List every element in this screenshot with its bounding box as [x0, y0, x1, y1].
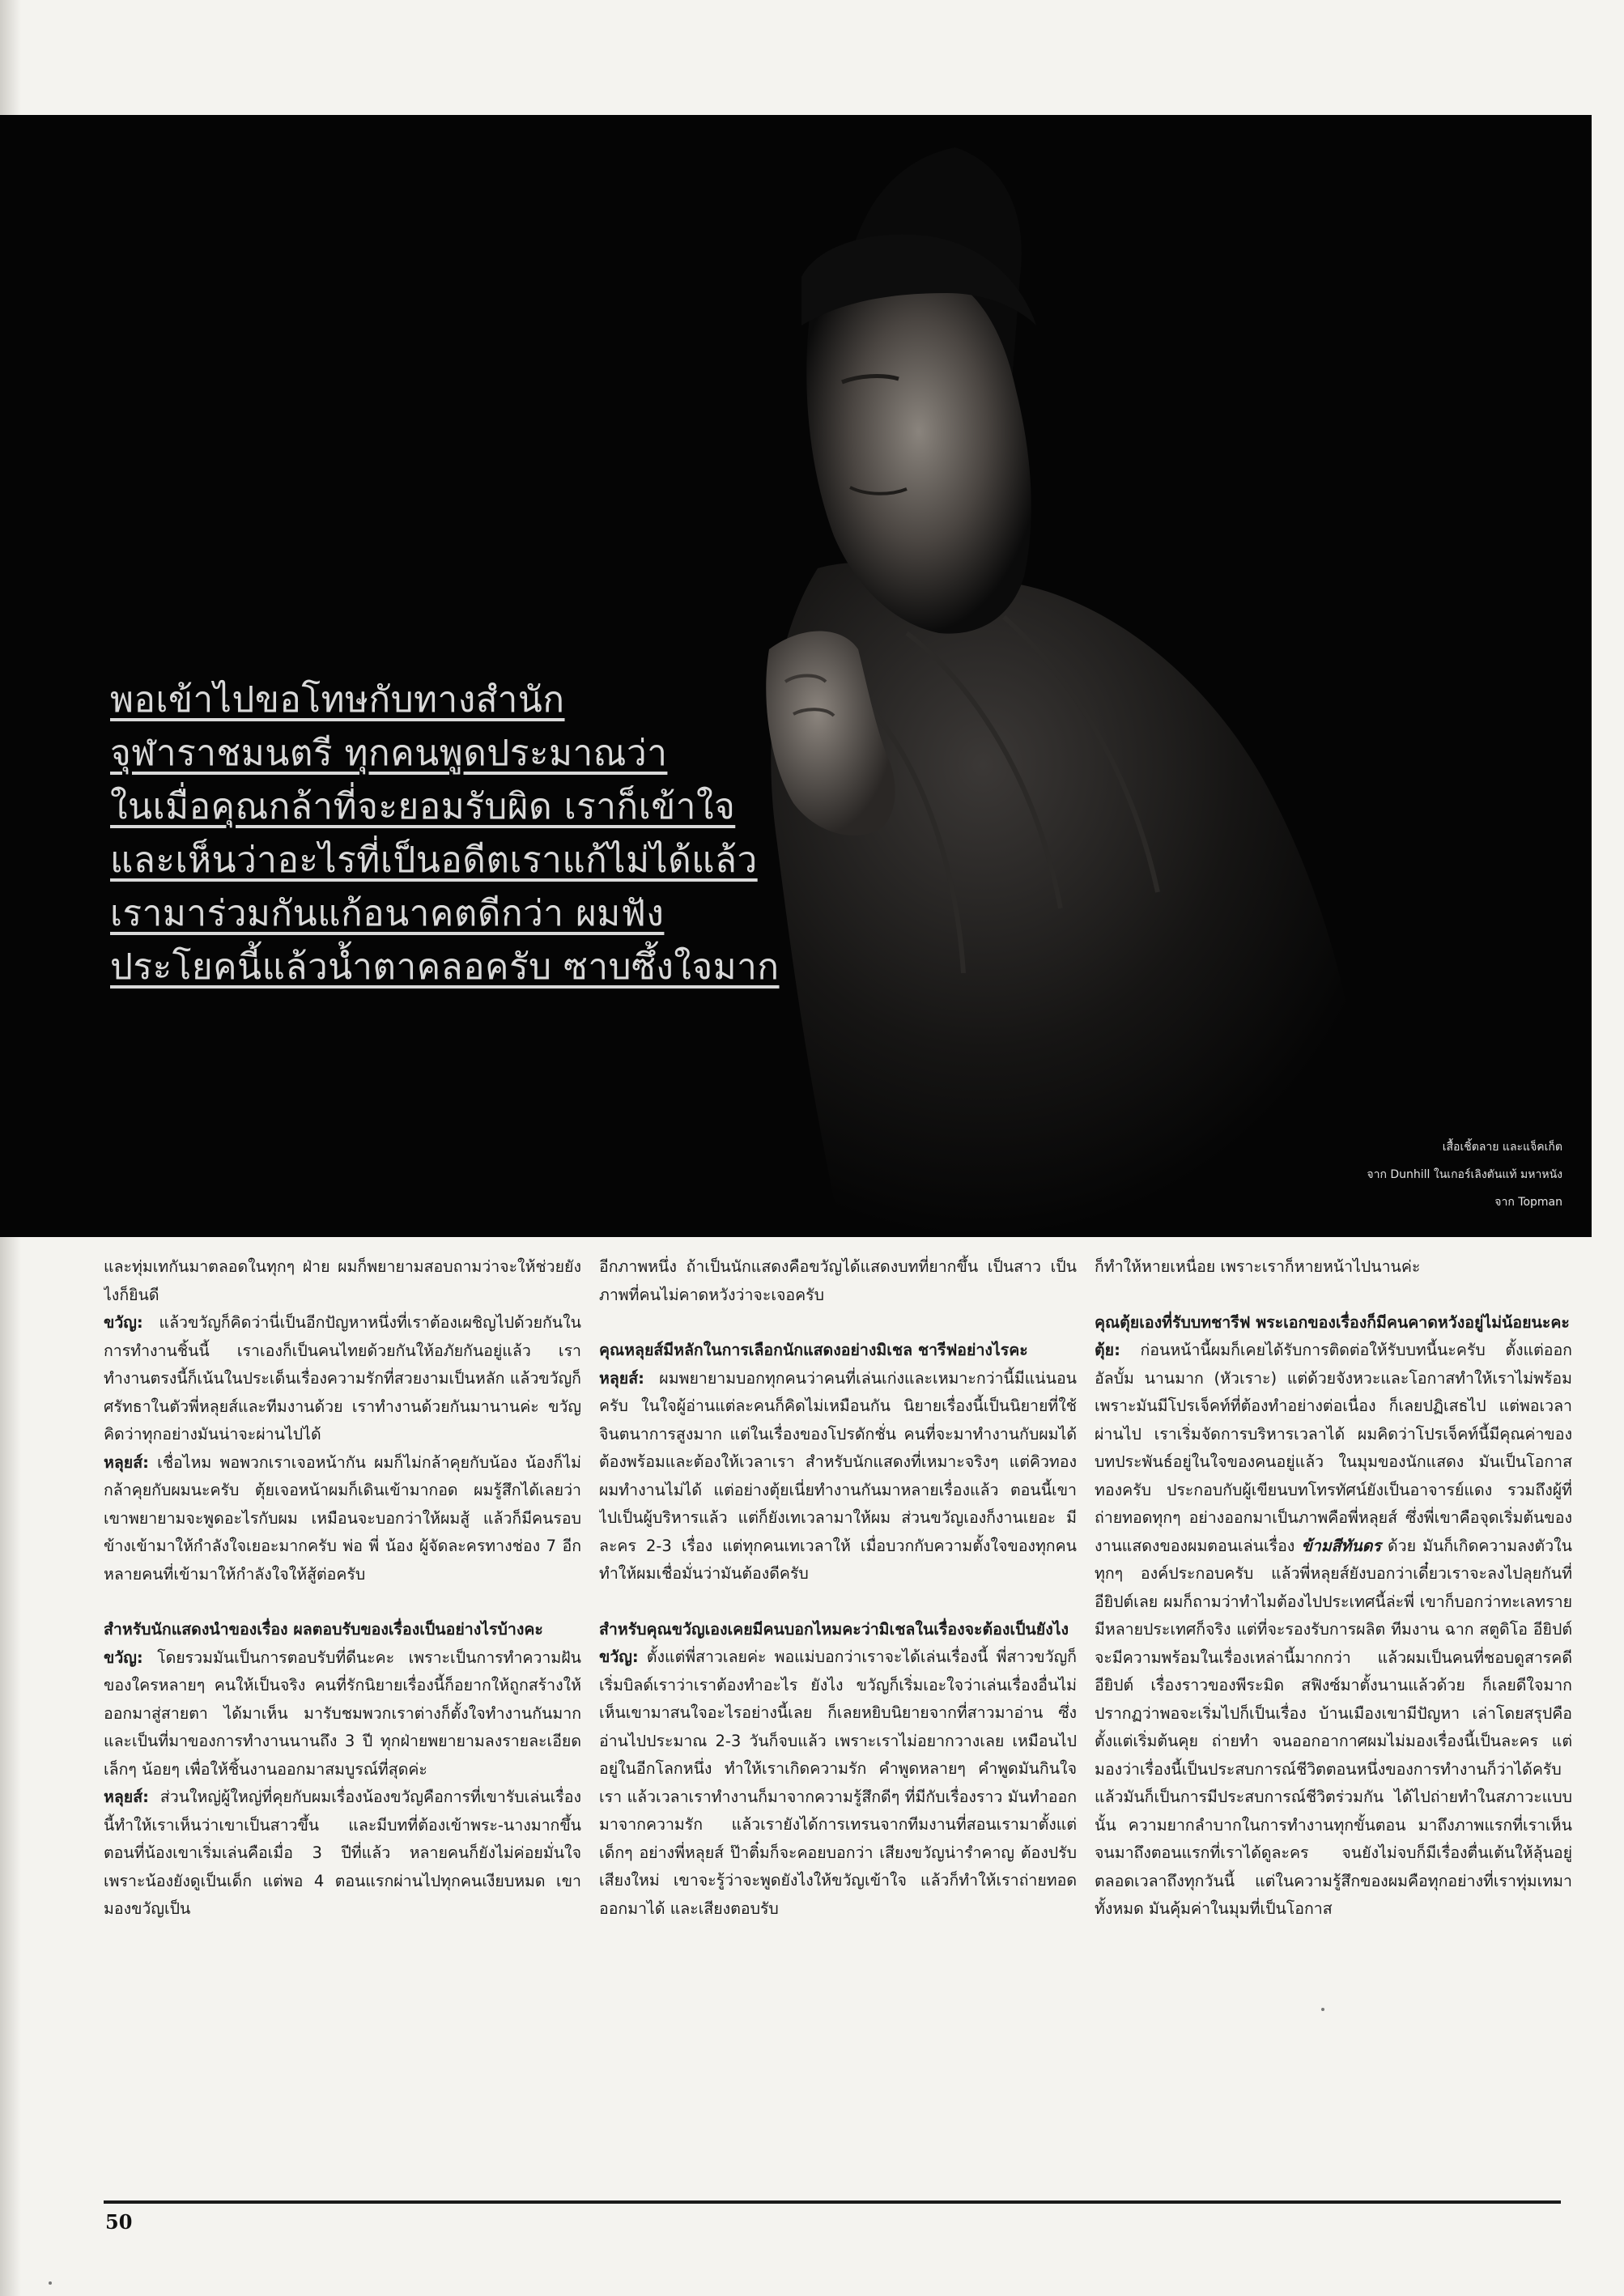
credit-line: จาก Dunhill ในเกอร์เลิงตันแท้ มหาหนัง: [1367, 1168, 1562, 1181]
credit-line: เสื้อเชิ้ตลาย และแจ็คเก็ต: [1442, 1141, 1562, 1154]
paragraph: [599, 1643, 1077, 1923]
paragraph: ก็ทำให้หายเหนื่อย เพราะเราก็หายหน้าไปนานค่ะ: [1095, 1257, 1421, 1276]
credit-line: จาก Topman: [1494, 1196, 1562, 1209]
interview-question: คุณหลุยส์มีหลักในการเลือกนักแสดงอย่างมิเชล ชารีฟอย่างไรคะ: [599, 1341, 1028, 1359]
speaker-label: ขวัญ:: [104, 1648, 143, 1667]
show-title: ข้ามสีทันดร: [1301, 1536, 1381, 1555]
article-body: [104, 1253, 1572, 2192]
paragraph-text: ตั้งแต่พี่สาวเลยค่ะ พอแม่บอกว่าเราจะได้เล่นเรื่องนี้ พี่สาวขวัญก็เริ่มบิลด์เราว่าเราต้องทำอะไร ยังไง ขวัญก็เริ่มเอะใจว่าเล่นเรื่องอื่นไม่เห็นเขามาสนใจอะไรอย่างนี้เลย ก็เลยหยิบนิยายจากที่สาวมาอ่าน ซึ่งอ่านไปประมาณ 2-3 วันก็จบแล้ว เพราะเราไม่อยากวางเลย เหมือนไปอยู่ในอีกโลกหนึ่ง ทำให้เราเกิดความรัก คำพูดหลายๆ คำพูดมันกินใจเรา แล้วเวลาเราทำงานก็มาจากความรู้สึกดีๆ ที่มีกับเรื่องราว มันทำออกมาจากความรัก แล้วเรายังได้การเทรนจากทีมงานที่สอนเรามาตั้งแต่เด็กๆ อย่างพี่หลุยส์ ป๊าติ๋มก็จะคอยบอกว่า เสียงขวัญน่ารำคาญ ต้องปรับเสียงใหม่ เขาจะรู้ว่าจะพูดยังไงให้ขวัญเข้าใจ แล้วก็ทำให้เราถ่ายทอดออกมาได้ และเสียงตอบรับ: [599, 1648, 1077, 1918]
interview-question: สำหรับนักแสดงนำของเรื่อง ผลตอบรับของเรื่องเป็นอย่างไรบ้างคะ: [104, 1620, 543, 1639]
paragraph-text: ส่วนใหญ่ผู้ใหญ่ที่คุยกับผมเรื่องน้องขวัญคือการที่เขารับเล่นเรื่องนี้ทำให้เราเห็นว่าเขาเป็นสาวขึ้น และมีบทที่ต้องเข้าพระ-นางมากขึ้น ตอนที่น้องเขาเริ่มเล่นคือเมื่อ 3 ปีที่แล้ว หลายคนก็ยังไม่ค่อยมั่นใจ เพราะน้องยังดูเป็นเด็ก แต่พอ 4 ตอนแรกผ่านไปทุกคนเงียบหมด เขามองขวัญเป็น: [104, 1788, 581, 1918]
speaker-label: ตุ้ย:: [1095, 1341, 1120, 1359]
speaker-label: หลุยส์:: [104, 1452, 149, 1472]
paragraph-text: แล้วขวัญก็คิดว่านี่เป็นอีกปัญหาหนึ่งที่เราต้องเผชิญไปด้วยกันในการทำงานชิ้นนี้ เราเองก็เป็นคนไทยด้วยกันให้อภัยกันอยู่แล้ว เราทำงานตรงนี้ก็เน้นในประเด็นเรื่องความรักที่สวยงามเป็นหลัก แล้วขวัญก็ศรัทธาในตัวพี่หลุยส์และทีมงานด้วย เราทำงานด้วยกันมานานค่ะ ขวัญคิดว่าทุกอย่างมันน่าจะผ่านไปได้: [104, 1313, 581, 1444]
footer-rule: [104, 2200, 1561, 2204]
paragraph: และทุ่มเทกันมาตลอดในทุกๆ ฝ่าย ผมก็พยายามสอบถามว่าจะให้ช่วยยังไงก็ยินดี: [104, 1257, 581, 1304]
paragraph: [104, 1644, 581, 1784]
paragraph-text: ก่อนหน้านี้ผมก็เคยได้รับการติดต่อให้รับบทนี้นะครับ ตั้งแต่ออกอัลบั้ม นานมาก (หัวเราะ) แต่ด้วยจังหวะและโอกาสทำให้เราไม่พร้อม เพราะมันมีโปรเจ็คท์ที่ต้องทำอย่างต่อเนื่อง ก็เลยปฏิเสธไป แต่พอเวลาผ่านไป เราเริ่มจัดการบริหารเวลาได้ ผมคิดว่าโปรเจ็คท์นี้มีคุณค่าของบทประพันธ์อยู่ในใจของคนอยู่แล้ว ในมุมของนักแสดง มันเป็นโอกาสทองครับ ประกอบกับผู้เขียนบทโทรทัศน์ยังเป็นอาจารย์แดง รวมถึงผู้ที่ถ่ายทอดทุกๆ อย่างออกมาเป็นภาพคือพี่หลุยส์ ซึ่งพี่เขาคือจุดเริ่มต้นของงานแสดงของผมตอนเล่นเรื่อง: [1095, 1341, 1572, 1555]
speaker-label: หลุยส์:: [599, 1368, 644, 1388]
paragraph: [104, 1309, 581, 1449]
paragraph-text: โดยรวมมันเป็นการตอบรับที่ดีนะคะ เพราะเป็นการทำความฝันของใครหลายๆ คนให้เป็นจริง คนที่รักนิยายเรื่องนี้ก็อยากให้ถูกสร้างให้ออกมาสู่สายตา ได้มาเห็น มารับชมพวกเราต่างก็ตั้งใจทำงานกันมาก และเป็นที่มาของการทำงานนานถึง 3 ปี ทุกฝ่ายพยายามลงรายละเอียดเล็กๆ น้อยๆ เพื่อให้ชิ้นงานออกมาสมบูรณ์ที่สุดค่ะ: [104, 1648, 581, 1779]
paragraph-text: ผมพยายามบอกทุกคนว่าคนที่เล่นเก่งและเหมาะกว่านี้มีแน่นอนครับ ในใจผู้อ่านแต่ละคนก็คิดไม่เหมือนกัน นิยายเรื่องนี้เป็นนิยายที่ใช้จินตนาการสูงมาก แต่ในเรื่องของโปรดักชั่น คนที่จะมาทำงานกับผมได้ต้องพร้อมและต้องให้เวลาเรา สำหรับนักแสดงที่เหมาะจริงๆ แต่คิวทอง ผมทำงานไม่ได้ แต่อย่างตุ้ยเนี่ยทำงานกันมาหลายเรื่องแล้ว ตอนนี้เขาไปเป็นผู้บริหารแล้ว แต่ก็ยังเทเวลามาให้ผม ส่วนขวัญเองก็งานเยอะ มีละคร 2-3 เรื่อง แต่ทุกคนเทเวลาให้ เมื่อบวกกับความตั้งใจของทุกคน ทำให้ผมเชื่อมั่นว่ามันต้องดีครับ: [599, 1368, 1077, 1583]
scan-speck: [49, 2281, 52, 2285]
pull-quote-line: และเห็นว่าอะไรที่เป็นอดีตเราแก้ไม่ได้แล้ว: [110, 840, 758, 881]
page-number: 50: [105, 2210, 133, 2234]
hero-photo: [0, 115, 1592, 1237]
interview-question: คุณตุ้ยเองที่รับบทชารีฟ พระเอกของเรื่องก็มีคนคาดหวังอยู่ไม่น้อยนะคะ: [1095, 1312, 1570, 1332]
column-3: [1095, 1253, 1572, 2192]
paragraph: [104, 1449, 581, 1589]
paragraph-text: ด้วย มันก็เกิดความลงตัวในทุกๆ องค์ประกอบครับ แล้วพี่หลุยส์ยังบอกว่าเดี๋ยวเราจะลงไปลุยกันที่อียิปต์เลย ผมก็ถามว่าทำไมต้องไปประเทศนี้ล่ะพี่ เขาก็บอกว่าทะเลทรายมีหลายประเทศก็จริง แต่ที่จะรองรับการผลิต ทีมงาน ฉาก สตูดิโอ อียิปต์จะมีความพร้อมในเรื่องเหล่านี้มากกว่า แล้วผมเป็นคนที่ชอบดูสารคดีอียิปต์ เรื่องราวของพีระมิด สฟิงซ์มาตั้งนานแล้วด้วย ก็เลยดีใจมาก ปรากฏว่าพอจะเริ่มไปก็เป็นเรื่อง บ้านเมืองเขามีปัญหา เล่าโดยสรุปคือตั้งแต่เริ่มต้นคุย ถ่ายทำ จนออกอากาศผมไม่มองเรื่องนี้เป็นละคร แต่มองว่าเรื่องนี้เป็นประสบการณ์ชีวิตตอนหนึ่งของการทำงานก็ว่าได้ครับ แล้วมันก็เป็นการมีประสบการณ์ชีวิตร่วมกัน ได้ไปถ่ายทำในสภาวะแบบนั้น ความยากลำบากในการทำงานทุกขั้นตอน มาถึงภาพแรกที่เราเห็นจนมาถึงตอนแรกที่เราได้ดูละคร จนยังไม่จบก็มีเรื่องตื่นเต้นให้ลุ้นอยู่ตลอดเวลาถึงทุกวันนี้ แต่ในความรู้สึกของผมคือทุกอย่างที่เราทุ่มเทมาทั้งหมด มันคุ้มค่าในมุมที่เป็นโอกาส: [1095, 1536, 1572, 1918]
paragraph: [599, 1365, 1077, 1588]
pull-quote-line: ในเมื่อคุณกล้าที่จะยอมรับผิด เราก็เข้าใจ: [110, 786, 736, 827]
column-2: [599, 1253, 1077, 2192]
pull-quote-line: พอเข้าไปขอโทษกับทางสำนัก: [110, 679, 565, 721]
fashion-credits: [1367, 1133, 1562, 1216]
column-1: [104, 1253, 581, 2192]
speaker-label: หลุยส์:: [104, 1788, 149, 1806]
pull-quote-line: เรามาร่วมกันแก้อนาคตดีกว่า ผมฟัง: [110, 893, 665, 934]
speaker-label: ขวัญ:: [599, 1648, 639, 1666]
pull-quote-line: จุฬาราชมนตรี ทุกคนพูดประมาณว่า: [110, 733, 668, 774]
paragraph: [1095, 1337, 1572, 1924]
paragraph: [104, 1784, 581, 1924]
interview-question: สำหรับคุณขวัญเองเคยมีคนบอกไหมคะว่ามิเชลในเรื่องจะต้องเป็นยังไง: [599, 1619, 1069, 1639]
scan-speck: [1321, 2008, 1324, 2011]
paragraph: อีกภาพหนึ่ง ถ้าเป็นนักแสดงคือขวัญได้แสดงบทที่ยากขึ้น เป็นสาว เป็นภาพที่คนไม่คาดหวังว่าจะเจอครับ: [599, 1257, 1077, 1304]
speaker-label: ขวัญ:: [104, 1313, 143, 1332]
pull-quote: [110, 674, 839, 994]
pull-quote-line: ประโยคนี้แล้วน้ำตาคลอครับ ซาบซึ้งใจมาก: [110, 946, 780, 988]
paragraph-text: เชื่อไหม พอพวกเราเจอหน้ากัน ผมก็ไม่กล้าคุยกับน้อง น้องก็ไม่กล้าคุยกับผมนะครับ ตุ้ยเจอหน้าผมก็เดินเข้ามากอด ผมรู้สึกได้เลยว่าเขาพยายามจะพูดอะไรกับผม เหมือนจะบอกว่าให้ผมสู้ แล้วก็มีคนรอบข้างเข้ามาให้กำลังใจเยอะมากครับ พ่อ พี่ น้อง ผู้จัดละครทางช่อง 7 อีกหลายคนที่เข้ามาให้กำลังใจให้สู้ต่อครับ: [104, 1452, 581, 1584]
